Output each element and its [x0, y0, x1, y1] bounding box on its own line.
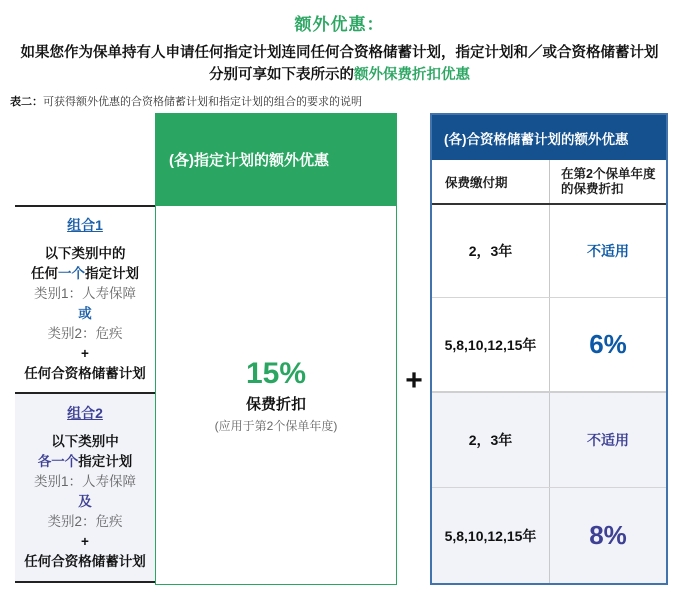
combo1-plus: + — [81, 346, 89, 361]
payment-term-cell: 5,8,10,12,15年 — [432, 488, 550, 583]
intro-line2-prefix: 分别可享如下表所示的 — [209, 67, 354, 83]
combo2-section — [15, 392, 155, 583]
savings-plans-table — [430, 113, 668, 585]
page-title: 额外优惠： — [294, 15, 385, 34]
table-row — [432, 205, 666, 298]
plus-sign: + — [405, 364, 423, 397]
combo2-line2-accent: 各一个 — [37, 454, 79, 469]
savings-plans-header: (各)合资格储蓄计划的额外优惠 — [432, 115, 666, 160]
combo1-category2: 类别2：危疾 — [47, 326, 123, 341]
intro-line2-highlight: 额外保费折扣优惠 — [354, 67, 470, 83]
table-row — [432, 393, 666, 488]
combo1-footer: 任何合资格储蓄计划 — [24, 366, 146, 381]
savings-plans-column-headers — [432, 160, 666, 205]
payment-term-cell: 2，3年 — [432, 393, 550, 487]
column-header-discount: 在第2个保单年度的保费折扣 — [561, 166, 656, 196]
combo1-line2-pre: 任何 — [31, 266, 58, 281]
payment-term-cell: 2，3年 — [432, 205, 550, 297]
combo2-heading: 组合2 — [67, 405, 103, 421]
column-header-payment-term: 保费缴付期 — [432, 160, 550, 203]
combo1-line1: 以下类别中的 — [44, 246, 126, 261]
combo1-section — [15, 205, 155, 392]
combo1-category1: 类别1：人寿保障 — [33, 286, 136, 301]
table-row — [432, 488, 666, 583]
table-caption-label: 表二： — [10, 96, 43, 108]
combo2-plus: + — [81, 534, 89, 549]
table-caption-text: 可获得额外优惠的合资格储蓄计划和指定计划的组合的要求的说明 — [43, 96, 362, 108]
combo1-heading: 组合1 — [67, 217, 103, 233]
designated-plans-header: (各)指定计划的额外优惠 — [155, 113, 397, 205]
intro-line2 — [0, 64, 679, 86]
combo2-category2: 类别2：危疾 — [47, 514, 123, 529]
combo2-line1: 以下类别中 — [51, 434, 119, 449]
designated-plans-body — [155, 205, 397, 585]
combo2-category1: 类别1：人寿保障 — [33, 474, 136, 489]
combo1-line2-accent: 一个 — [58, 266, 85, 281]
table-row — [432, 298, 666, 393]
table-caption — [10, 93, 362, 109]
combo2-conjunction: 及 — [78, 494, 92, 509]
intro-paragraph — [0, 42, 679, 86]
intro-line1: 如果您作为保单持有人申请任何指定计划连同任何合资格储蓄计划，指定计划和／或合资格储蓄计划 — [20, 45, 659, 61]
designated-plans-discount-note: (应用于第2个保单年度) — [214, 418, 338, 433]
discount-cell: 8% — [589, 520, 627, 550]
combo1-conjunction: 或 — [78, 306, 92, 321]
combo2-line2 — [38, 452, 133, 472]
designated-plans-discount: 15% — [245, 356, 307, 390]
discount-cell: 不适用 — [587, 432, 629, 448]
combo2-line2-post: 指定计划 — [78, 454, 133, 469]
payment-term-cell: 5,8,10,12,15年 — [432, 298, 550, 391]
discount-cell: 不适用 — [587, 243, 629, 259]
combo2-footer: 任何合资格储蓄计划 — [24, 554, 146, 569]
discount-cell: 6% — [589, 329, 627, 359]
combo1-line2-post: 指定计划 — [85, 266, 139, 281]
designated-plans-discount-label: 保费折扣 — [245, 395, 306, 413]
combo1-line2 — [31, 264, 139, 284]
